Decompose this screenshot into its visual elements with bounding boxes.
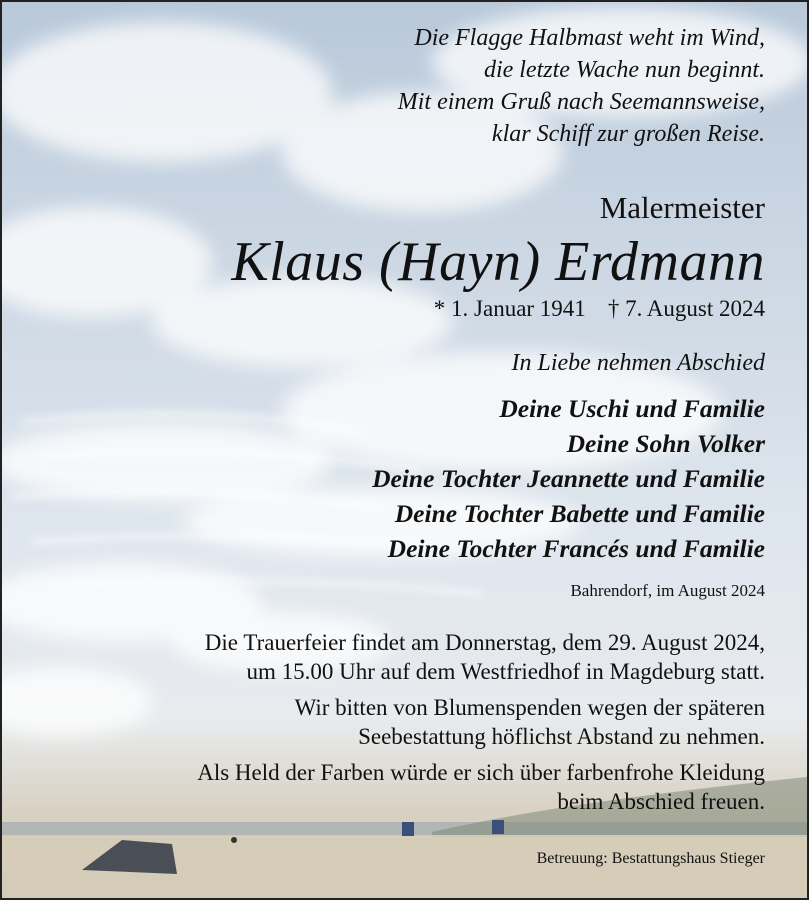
profession: Malermeister <box>599 190 765 225</box>
life-dates <box>434 296 765 322</box>
place-date: Bahrendorf, im August 2024 <box>570 581 765 600</box>
notice-line: beim Abschied freuen. <box>557 789 765 814</box>
notice-line: Wir bitten von Blumenspenden wegen der späteren <box>294 695 765 720</box>
mourner-name: Deine Tochter Jeannette und Familie <box>372 464 765 493</box>
poem-line: klar Schiff zur großen Reise. <box>491 121 765 147</box>
beach-person <box>231 837 237 843</box>
mourner-name: Deine Tochter Francés und Familie <box>387 534 765 563</box>
funeral-notice <box>197 628 765 816</box>
poem-line: Mit einem Gruß nach Seemannsweise, <box>397 89 765 115</box>
deceased-name: Klaus (Hayn) Erdmann <box>231 231 765 293</box>
poem-line: Die Flagge Halbmast weht im Wind, <box>414 25 765 51</box>
farewell-intro: In Liebe nehmen Abschied <box>511 350 765 376</box>
mourner-name: Deine Tochter Babette und Familie <box>394 499 765 528</box>
poem-line: die letzte Wache nun beginnt. <box>483 57 765 83</box>
mourner-name: Deine Uschi und Familie <box>499 394 765 423</box>
notice-line: Seebestattung höflichst Abstand zu nehmen. <box>358 724 765 749</box>
death-date: † 7. August 2024 <box>607 296 765 321</box>
mourner-list <box>372 391 765 566</box>
notice-line: Die Trauerfeier findet am Donnerstag, dem 29. August 2024, <box>204 630 765 655</box>
beach-chair <box>402 822 414 836</box>
mourner-name: Deine Sohn Volker <box>566 429 765 458</box>
poem <box>398 22 765 150</box>
notice-line: um 15.00 Uhr auf dem Westfriedhof in Magdeburg statt. <box>246 659 765 684</box>
beach-chair <box>492 820 504 834</box>
birth-date: * 1. Januar 1941 <box>433 296 586 321</box>
funeral-home-credit: Betreuung: Bestattungshaus Stieger <box>536 850 765 867</box>
notice-line: Als Held der Farben würde er sich über farbenfrohe Kleidung <box>197 760 765 785</box>
